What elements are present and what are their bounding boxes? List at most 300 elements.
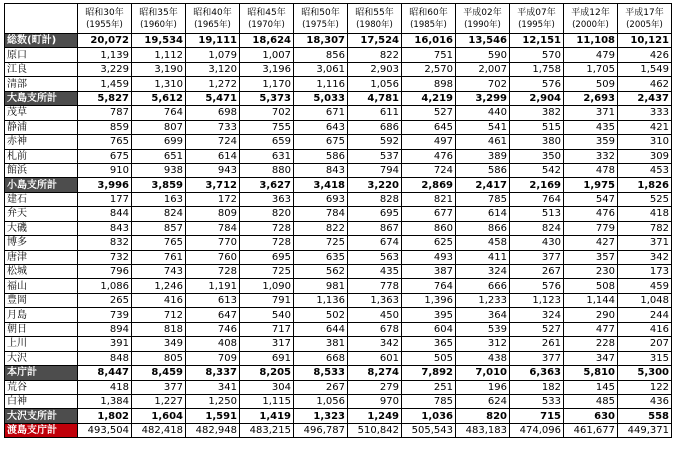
row-label: 清部 — [5, 77, 78, 91]
table-row — [5, 62, 672, 76]
column-header — [78, 4, 132, 34]
table-cell: 527 — [402, 106, 456, 120]
table-cell: 163 — [132, 192, 186, 206]
table-cell: 3,996 — [78, 178, 132, 192]
table-cell: 785 — [456, 192, 510, 206]
table-cell: 435 — [348, 265, 402, 279]
table-cell: 177 — [78, 192, 132, 206]
table-cell: 643 — [294, 120, 348, 134]
table-cell: 515 — [510, 120, 564, 134]
subtotal-row — [5, 34, 672, 48]
row-label: 静浦 — [5, 120, 78, 134]
table-cell: 207 — [618, 337, 672, 351]
table-cell: 309 — [618, 149, 672, 163]
table-cell: 4,219 — [402, 91, 456, 105]
column-header — [240, 4, 294, 34]
table-cell: 867 — [348, 221, 402, 235]
table-cell: 1,139 — [78, 48, 132, 62]
table-cell: 563 — [348, 250, 402, 264]
table-cell: 760 — [186, 250, 240, 264]
table-cell: 938 — [132, 163, 186, 177]
table-cell: 1,112 — [132, 48, 186, 62]
table-cell: 796 — [78, 265, 132, 279]
table-cell: 3,120 — [186, 62, 240, 76]
table-cell: 1,459 — [78, 77, 132, 91]
table-cell: 478 — [564, 163, 618, 177]
table-cell: 509 — [564, 77, 618, 91]
table-cell: 645 — [402, 120, 456, 134]
table-cell: 290 — [564, 308, 618, 322]
table-cell: 540 — [240, 308, 294, 322]
table-cell: 267 — [294, 380, 348, 394]
table-cell: 450 — [348, 308, 402, 322]
table-row — [5, 279, 672, 293]
population-table — [4, 3, 672, 438]
table-cell: 332 — [564, 149, 618, 163]
table-cell: 453 — [618, 163, 672, 177]
table-cell: 860 — [402, 221, 456, 235]
table-cell: 818 — [132, 322, 186, 336]
header-corner-cell — [5, 4, 78, 34]
table-cell: 418 — [78, 380, 132, 394]
table-cell: 2,169 — [510, 178, 564, 192]
table-cell: 1,975 — [564, 178, 618, 192]
table-cell: 778 — [348, 279, 402, 293]
table-cell: 1,272 — [186, 77, 240, 91]
table-cell: 624 — [456, 394, 510, 408]
table-body — [5, 34, 672, 438]
table-cell: 380 — [510, 135, 564, 149]
table-cell: 459 — [618, 279, 672, 293]
table-cell: 12,151 — [510, 34, 564, 48]
table-cell: 527 — [510, 322, 564, 336]
table-cell: 1,246 — [132, 279, 186, 293]
table-cell: 828 — [348, 192, 402, 206]
table-cell: 590 — [456, 48, 510, 62]
column-header-year: (1970年) — [248, 19, 285, 30]
column-header-era: 昭和40年 — [193, 7, 232, 18]
table-row — [5, 77, 672, 91]
table-cell: 458 — [456, 236, 510, 250]
table-cell: 542 — [510, 163, 564, 177]
table-cell: 859 — [78, 120, 132, 134]
table-cell: 426 — [618, 48, 672, 62]
table-cell: 5,033 — [294, 91, 348, 105]
table-cell: 614 — [186, 149, 240, 163]
table-cell: 5,612 — [132, 91, 186, 105]
column-header — [294, 4, 348, 34]
table-cell: 349 — [132, 337, 186, 351]
table-cell: 395 — [402, 308, 456, 322]
table-cell: 724 — [402, 163, 456, 177]
table-cell: 3,418 — [294, 178, 348, 192]
table-cell: 1,036 — [402, 409, 456, 423]
table-cell: 493 — [402, 250, 456, 264]
table-cell: 898 — [402, 77, 456, 91]
table-cell: 350 — [510, 149, 564, 163]
table-cell: 261 — [510, 337, 564, 351]
table-cell: 430 — [510, 236, 564, 250]
row-label: 館浜 — [5, 163, 78, 177]
table-cell: 761 — [132, 250, 186, 264]
table-cell: 894 — [78, 322, 132, 336]
table-cell: 5,827 — [78, 91, 132, 105]
row-label: 松城 — [5, 265, 78, 279]
table-cell: 586 — [456, 163, 510, 177]
table-cell: 733 — [186, 120, 240, 134]
table-cell: 785 — [402, 394, 456, 408]
table-row — [5, 163, 672, 177]
row-label: 月島 — [5, 308, 78, 322]
column-header-era: 平成07年 — [517, 7, 556, 18]
table-cell: 2,869 — [402, 178, 456, 192]
table-row — [5, 192, 672, 206]
table-cell: 461,677 — [564, 423, 618, 437]
table-cell: 728 — [240, 221, 294, 235]
subtotal-row — [5, 366, 672, 380]
table-cell: 3,627 — [240, 178, 294, 192]
table-cell: 751 — [402, 48, 456, 62]
table-cell: 848 — [78, 351, 132, 365]
table-cell: 647 — [186, 308, 240, 322]
table-row — [5, 351, 672, 365]
table-cell: 145 — [564, 380, 618, 394]
table-cell: 371 — [618, 236, 672, 250]
table-row — [5, 135, 672, 149]
table-cell: 408 — [186, 337, 240, 351]
row-label: 博多 — [5, 236, 78, 250]
table-cell: 347 — [564, 351, 618, 365]
table-cell: 16,016 — [402, 34, 456, 48]
column-header — [348, 4, 402, 34]
table-cell: 2,903 — [348, 62, 402, 76]
table-cell: 805 — [132, 351, 186, 365]
table-cell: 440 — [456, 106, 510, 120]
column-header-era: 昭和30年 — [85, 7, 124, 18]
table-row — [5, 236, 672, 250]
table-cell: 791 — [240, 293, 294, 307]
table-cell: 702 — [240, 106, 294, 120]
table-cell: 691 — [240, 351, 294, 365]
subtotal-row — [5, 409, 672, 423]
table-cell: 820 — [240, 207, 294, 221]
table-cell: 1,123 — [510, 293, 564, 307]
table-cell: 304 — [240, 380, 294, 394]
table-cell: 3,229 — [78, 62, 132, 76]
column-header-year: (1965年) — [194, 19, 231, 30]
table-cell: 820 — [456, 409, 510, 423]
table-cell: 461 — [456, 135, 510, 149]
table-cell: 651 — [132, 149, 186, 163]
table-cell: 1,090 — [240, 279, 294, 293]
table-cell: 677 — [402, 207, 456, 221]
row-label: 原口 — [5, 48, 78, 62]
table-cell: 787 — [78, 106, 132, 120]
table-cell: 11,108 — [564, 34, 618, 48]
table-cell: 387 — [402, 265, 456, 279]
row-label: 本庁計 — [5, 366, 78, 380]
table-cell: 537 — [348, 149, 402, 163]
table-cell: 698 — [186, 106, 240, 120]
column-header-year: (1955年) — [86, 19, 123, 30]
table-row — [5, 221, 672, 235]
table-cell: 625 — [402, 236, 456, 250]
table-cell: 746 — [186, 322, 240, 336]
table-cell: 695 — [348, 207, 402, 221]
table-row — [5, 207, 672, 221]
table-cell: 755 — [240, 120, 294, 134]
table-cell: 844 — [78, 207, 132, 221]
table-cell: 18,624 — [240, 34, 294, 48]
table-row — [5, 149, 672, 163]
table-cell: 3,712 — [186, 178, 240, 192]
table-cell: 857 — [132, 221, 186, 235]
column-header-year: (1980年) — [356, 19, 393, 30]
table-cell: 576 — [510, 77, 564, 91]
table-cell: 479 — [564, 48, 618, 62]
column-header-era: 平成12年 — [571, 7, 610, 18]
row-label: 江良 — [5, 62, 78, 76]
table-cell: 880 — [240, 163, 294, 177]
table-cell: 611 — [348, 106, 402, 120]
table-cell: 586 — [294, 149, 348, 163]
column-header — [564, 4, 618, 34]
table-cell: 1,549 — [618, 62, 672, 76]
table-cell: 824 — [132, 207, 186, 221]
row-label: 小島支所計 — [5, 178, 78, 192]
table-cell: 843 — [78, 221, 132, 235]
table-cell: 764 — [132, 106, 186, 120]
table-cell: 371 — [564, 106, 618, 120]
table-cell: 7,892 — [402, 366, 456, 380]
table-cell: 539 — [456, 322, 510, 336]
table-cell: 1,191 — [186, 279, 240, 293]
table-cell: 312 — [456, 337, 510, 351]
table-cell: 765 — [132, 236, 186, 250]
table-cell: 693 — [294, 192, 348, 206]
table-cell: 19,111 — [186, 34, 240, 48]
table-cell: 496,787 — [294, 423, 348, 437]
table-row — [5, 265, 672, 279]
subtotal-row — [5, 91, 672, 105]
table-cell: 659 — [240, 135, 294, 149]
column-header-era: 昭和45年 — [247, 7, 286, 18]
table-cell: 702 — [456, 77, 510, 91]
table-cell: 497 — [402, 135, 456, 149]
table-cell: 1,116 — [294, 77, 348, 91]
table-cell: 3,220 — [348, 178, 402, 192]
table-row — [5, 322, 672, 336]
table-cell: 674 — [348, 236, 402, 250]
table-cell: 2,007 — [456, 62, 510, 76]
table-cell: 558 — [618, 409, 672, 423]
table-cell: 856 — [294, 48, 348, 62]
table-cell: 228 — [564, 337, 618, 351]
table-cell: 1,007 — [240, 48, 294, 62]
row-label: 荒谷 — [5, 380, 78, 394]
table-cell: 570 — [510, 48, 564, 62]
table-cell: 866 — [456, 221, 510, 235]
table-cell: 182 — [510, 380, 564, 394]
table-cell: 770 — [186, 236, 240, 250]
table-cell: 2,693 — [564, 91, 618, 105]
table-cell: 411 — [456, 250, 510, 264]
table-cell: 1,056 — [294, 394, 348, 408]
row-label: 大沢支所計 — [5, 409, 78, 423]
table-cell: 631 — [240, 149, 294, 163]
table-cell: 377 — [510, 250, 564, 264]
column-header-era: 平成02年 — [463, 7, 502, 18]
table-cell: 20,072 — [78, 34, 132, 48]
table-cell: 382 — [510, 106, 564, 120]
table-cell: 13,546 — [456, 34, 510, 48]
table-cell: 547 — [564, 192, 618, 206]
table-cell: 576 — [510, 279, 564, 293]
column-header-era: 昭和60年 — [409, 7, 448, 18]
table-cell: 728 — [186, 265, 240, 279]
table-cell: 910 — [78, 163, 132, 177]
table-cell: 1,604 — [132, 409, 186, 423]
table-cell: 821 — [402, 192, 456, 206]
column-header-era: 昭和50年 — [301, 7, 340, 18]
table-cell: 315 — [618, 351, 672, 365]
table-cell: 449,371 — [618, 423, 672, 437]
table-cell: 8,337 — [186, 366, 240, 380]
table-cell: 765 — [78, 135, 132, 149]
table-cell: 644 — [294, 322, 348, 336]
table-cell: 832 — [78, 236, 132, 250]
table-cell: 743 — [132, 265, 186, 279]
table-cell: 363 — [240, 192, 294, 206]
table-cell: 310 — [618, 135, 672, 149]
table-cell: 1,170 — [240, 77, 294, 91]
table-cell: 342 — [618, 250, 672, 264]
column-header — [186, 4, 240, 34]
table-cell: 1,758 — [510, 62, 564, 76]
table-cell: 943 — [186, 163, 240, 177]
table-cell: 668 — [294, 351, 348, 365]
table-cell: 2,904 — [510, 91, 564, 105]
table-cell: 427 — [564, 236, 618, 250]
row-label: 朝日 — [5, 322, 78, 336]
table-cell: 671 — [294, 106, 348, 120]
table-row — [5, 106, 672, 120]
table-cell: 712 — [132, 308, 186, 322]
table-cell: 1,591 — [186, 409, 240, 423]
table-cell: 421 — [618, 120, 672, 134]
table-cell: 416 — [132, 293, 186, 307]
column-header-year: (1995年) — [518, 19, 555, 30]
table-cell: 739 — [78, 308, 132, 322]
table-cell: 244 — [618, 308, 672, 322]
table-cell: 18,307 — [294, 34, 348, 48]
row-label: 唐津 — [5, 250, 78, 264]
table-cell: 981 — [294, 279, 348, 293]
table-cell: 1,079 — [186, 48, 240, 62]
table-cell: 2,417 — [456, 178, 510, 192]
table-cell: 764 — [510, 192, 564, 206]
row-label: 茂草 — [5, 106, 78, 120]
table-cell: 782 — [618, 221, 672, 235]
table-cell: 1,802 — [78, 409, 132, 423]
table-cell: 172 — [186, 192, 240, 206]
row-label: 大沢 — [5, 351, 78, 365]
table-cell: 807 — [132, 120, 186, 134]
table-row — [5, 380, 672, 394]
table-cell: 324 — [456, 265, 510, 279]
table-cell: 695 — [240, 250, 294, 264]
table-cell: 19,534 — [132, 34, 186, 48]
table-cell: 5,810 — [564, 366, 618, 380]
table-cell: 3,061 — [294, 62, 348, 76]
table-cell: 438 — [456, 351, 510, 365]
table-cell: 513 — [510, 207, 564, 221]
table-cell: 230 — [564, 265, 618, 279]
table-cell: 1,227 — [132, 394, 186, 408]
grand-total-row — [5, 423, 672, 437]
table-cell: 822 — [294, 221, 348, 235]
column-header-era: 昭和35年 — [139, 7, 178, 18]
table-cell: 1,826 — [618, 178, 672, 192]
table-cell: 630 — [564, 409, 618, 423]
table-cell: 5,300 — [618, 366, 672, 380]
table-cell: 678 — [348, 322, 402, 336]
table-cell: 725 — [294, 236, 348, 250]
table-cell: 359 — [564, 135, 618, 149]
row-label: 総数(町計) — [5, 34, 78, 48]
table-cell: 1,115 — [240, 394, 294, 408]
table-cell: 8,447 — [78, 366, 132, 380]
table-cell: 784 — [294, 207, 348, 221]
table-cell: 715 — [510, 409, 564, 423]
row-label: 建石 — [5, 192, 78, 206]
row-label: 上川 — [5, 337, 78, 351]
table-cell: 1,250 — [186, 394, 240, 408]
table-cell: 614 — [456, 207, 510, 221]
table-cell: 525 — [618, 192, 672, 206]
row-label: 福山 — [5, 279, 78, 293]
table-cell: 675 — [78, 149, 132, 163]
column-header — [402, 4, 456, 34]
column-header — [618, 4, 672, 34]
table-cell: 604 — [402, 322, 456, 336]
table-cell: 1,310 — [132, 77, 186, 91]
table-row — [5, 250, 672, 264]
table-row — [5, 293, 672, 307]
row-label: 赤神 — [5, 135, 78, 149]
table-cell: 377 — [132, 380, 186, 394]
table-cell: 485 — [564, 394, 618, 408]
header-row — [5, 4, 672, 34]
table-cell: 970 — [348, 394, 402, 408]
table-cell: 1,323 — [294, 409, 348, 423]
row-label: 大島支所計 — [5, 91, 78, 105]
column-header-era: 昭和55年 — [355, 7, 394, 18]
table-cell: 510,842 — [348, 423, 402, 437]
table-cell: 505 — [402, 351, 456, 365]
table-cell: 533 — [510, 394, 564, 408]
table-cell: 364 — [456, 308, 510, 322]
table-cell: 1,363 — [348, 293, 402, 307]
row-label: 白神 — [5, 394, 78, 408]
table-cell: 764 — [402, 279, 456, 293]
table-cell: 601 — [348, 351, 402, 365]
table-cell: 357 — [564, 250, 618, 264]
table-cell: 265 — [78, 293, 132, 307]
column-header — [456, 4, 510, 34]
table-cell: 666 — [456, 279, 510, 293]
table-cell: 3,196 — [240, 62, 294, 76]
